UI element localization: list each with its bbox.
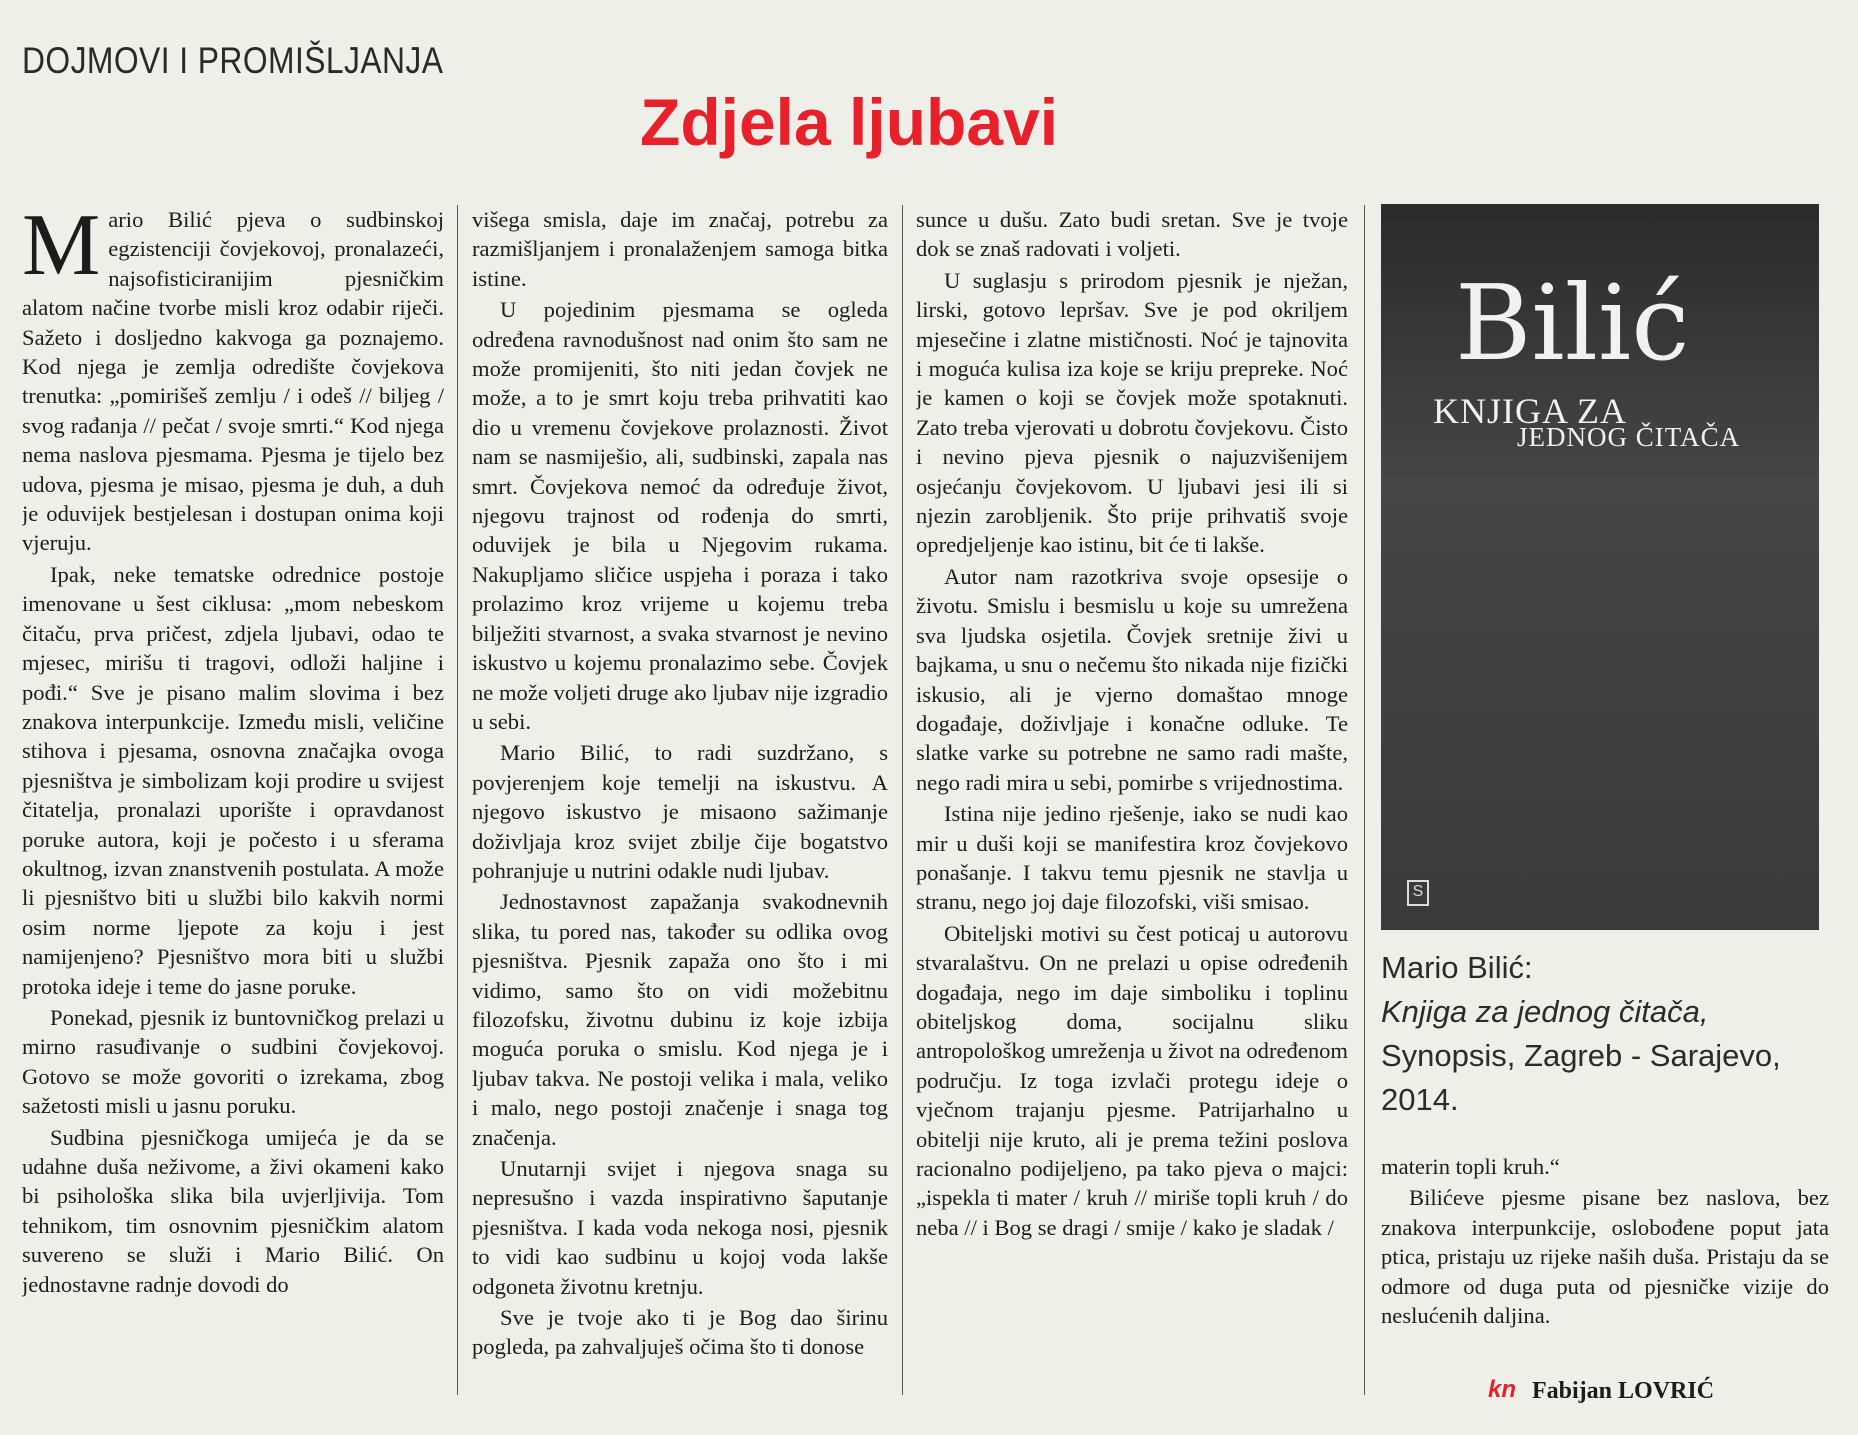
paragraph — [22, 205, 444, 558]
paragraph: Obiteljski motivi su čest poticaj u autorovu stvaralaštvu. On ne prelazi u opise određenih događaja, nego im daje simboliku i toplinu obiteljskog doma, socijalnu sliku antropološkog umreženja u život na određenom području. Iz toga izvlači protegu ideje o vječnom trajanju pjesme. Patrijarhalno u obitelji nije kruto, ali je prema težini poslova racionalno podijeljeno, pa tako pjeva o majci: „ispekla ti mater / kruh // miriše topli kruh / do neba // i Bog se dragi / smije / kako je sladak / — [916, 920, 1348, 1240]
paragraph: Bilićeve pjesme pisane bez naslova, bez znakova interpunkcije, oslobođene poput jata ptica, pristaju uz rijeke naših duša. Pristaju da se odmore od duga puta od pjesničke vizije do neslućenih daljina. — [1381, 1185, 1829, 1329]
paragraph: Jednostavnost zapažanja svakodnevnih slika, tu pored nas, također su odlika ovog pjesništva. Pjesnik zapaža ono što i mi vidimo, samo što on vidi možebitnu filozofsku, životnu dubinu iz koje izbija moguća poruka o smislu. Kod njega je i ljubav takva. Ne postoji velika i mala, veliko i malo, nego postoji značenje i snaga tog značenja. — [472, 889, 888, 1150]
caption-publisher: Synopsis, Zagreb - Sarajevo, — [1381, 1038, 1781, 1073]
section-rubric: DOJMOVI I PROMIŠLJANJA — [22, 40, 444, 81]
paragraph: Sve je tvoje ako ti je Bog dao širinu pogleda, pa zahvaljuješ očima što ti donose — [472, 1305, 888, 1360]
column-divider — [1364, 205, 1365, 1395]
paragraph: U suglasju s prirodom pjesnik je nježan, lirski, gotovo lepršav. Sve je pod okriljem mjesečine i zlatne mističnosti. Noć je tajnovita i moguća kulisa iza koje se kriju prepreke. Noć je kamen o koji se čovjek može spotaknuti. Zato treba vjerovati u dobrotu čovjekovu. Čisto i nevino pjeva pjesnik o najuzvišenijem osjećanju čovjekovom. U ljubavi jesi ili si njezin zarobljenik. Što prije prihvatiš svoje opredjeljenje kao istinu, bit će ti lakše. — [916, 267, 1348, 558]
article-column-4 — [1381, 1152, 1829, 1362]
publication-logo-icon: kn — [1488, 1376, 1517, 1403]
paragraph: sunce u dušu. Zato budi sretan. Sve je tvoje dok se znaš radovati i voljeti. — [916, 207, 1348, 262]
column-divider — [902, 205, 903, 1395]
paragraph-text: ario Bilić pjeva o sudbinskoj egzistenciji čovjekovoj, pronalazeći, najsofisticiranijim pjesničkim alatom načine tvorbe misli kroz odabir riječi. Sažeto i dosljedno kakvoga ga poznajemo. Kod njega je zemlja odredište čovjekova trenutka: „pomirišeš zemlju / i odeš // biljeg / svog rađanja // pečat / svoje smrti.“ Kod njega nema naslova pjesmama. Pjesma je tijelo bez udova, pjesma je misao, pjesma je duh, a duh je oduvijek bestjelesan i dostupan onima koji vjeruju. — [22, 207, 444, 556]
cover-title-line-2: JEDNOG ČITAČA — [1517, 422, 1741, 452]
book-caption — [1381, 946, 1841, 1122]
book-cover-image — [1381, 204, 1819, 930]
paragraph: višega smisla, daje im značaj, potrebu za razmišljanjem i pronalaženjem samoga bitka istine. — [472, 207, 888, 291]
paragraph: materin topli kruh.“ — [1381, 1154, 1560, 1179]
paragraph: Istina nije jedino rješenje, iako se nudi kao mir u duši koji se manifestira kroz čovjekovo ponašanje. I takvu temu pjesnik ne stavlja u stranu, nego joj daje filozofski, viši smisao. — [916, 801, 1348, 915]
paragraph: Mario Bilić, to radi suzdržano, s povjerenjem koje temelji na iskustvu. A njegovo iskustvo je misaono sažimanje doživljaja kroz svijet zbilje čije bogatstvo pohranjuje u nutrini odakle nudi ljubav. — [472, 740, 888, 883]
article-column-1 — [22, 205, 444, 1405]
caption-year: 2014. — [1381, 1082, 1459, 1117]
drop-cap: M — [22, 205, 101, 294]
paragraph: Unutarnji svijet i njegova snaga su nepresušno i vazda inspirativno šaputanje pjesništva. I kada voda nekoga nosi, pjesnik to vidi kao sudbinu u kojoj voda lakše odgoneta životnu kretnju. — [472, 1156, 888, 1299]
article-column-3 — [916, 205, 1348, 1405]
cover-author: Bilić — [1455, 262, 1690, 384]
cover-title-line-1: KNJIGA ZA — [1433, 391, 1627, 431]
paragraph: Autor nam razotkriva svoje opsesije o životu. Smislu i besmislu u koje su umrežena sva ljudska osjetila. Čovjek sretnije živi u bajkama, u snu o nečemu što nikada nije fizički iskusio, ali je vjerno domaštao mnoge događaje, doživljaje i konačne odluke. Te slatke varke su potrebne ne samo radi mašte, nego radi mira u sebi, pomirbe s vrijednostima. — [916, 563, 1348, 795]
caption-author: Mario Bilić: — [1381, 950, 1533, 985]
caption-book-title: Knjiga za jednog čitača, — [1381, 994, 1709, 1029]
article-title: Zdjela ljubavi — [640, 85, 1059, 159]
paragraph: Ponekad, pjesnik iz buntovničkog prelazi u mirno rasuđivanje o sudbini čovjekovoj. Gotovo se može govoriti o izrekama, zbog sažetosti misli u jasnu poruku. — [22, 1004, 444, 1119]
publisher-logo-icon: S — [1407, 880, 1429, 906]
paragraph: U pojedinim pjesmama se ogleda određena ravnodušnost nad onim što sam ne može promijeniti, što niti jedan čovjek ne može, a to je smrt koju treba prihvatiti kao dio u vremenu čovjekove prolaznosti. Život nam se nasmiješio, ali, sudbinski, zapala nas smrt. Čovjekova nemoć da određuje život, njegovu trajnost od rođenja do smrti, oduvijek je bila u Njegovim rukama. Nakupljamo sličice uspjeha i poraza i tako prolazimo kroz vrijeme u kojemu treba bilježiti stvarnost, a svaka stvarnost je nevino iskustvo u kojemu pronalazimo sebe. Čovjek ne može voljeti druge ako ljubav nije izgradio u sebi. — [472, 297, 888, 734]
paragraph: Ipak, neke tematske odrednice postoje imenovane u šest ciklusa: „mom nebeskom čitaču, prva pričest, zdjela ljubavi, odao te mjesec, mirišu ti tragovi, odloži haljine i pođi.“ Sve je pisano malim slovima i bez znakova interpunkcije. Između misli, veličine stihova i pjesama, osnovna značajka ovoga pjesništva je simbolizam koji prodire u svijest čitatelja, pronalazi uporište i opravdanost poruke autora, koji je počesto i u sferama okultnog, izvan znanstvenih postulata. A može li pjesništvo biti u službi bilo kakvih normi osim norme ljepote za koju i jest namijenjeno? Pjesništvo mora biti u službi protoka ideje i teme do jasne poruke. — [22, 561, 444, 999]
article-column-2 — [472, 205, 888, 1405]
author-signature: Fabijan LOVRIĆ — [1532, 1378, 1715, 1404]
column-divider — [457, 205, 458, 1395]
paragraph: Sudbina pjesničkoga umijeća je da se udahne duša neživome, a živi okameni kako bi psihološka slika bila uvjerljivija. Tom tehnikom, tim osnovnim pjesničkim alatom suvereno se služi i Mario Bilić. On jednostavne radnje dovodi do — [22, 1124, 444, 1297]
